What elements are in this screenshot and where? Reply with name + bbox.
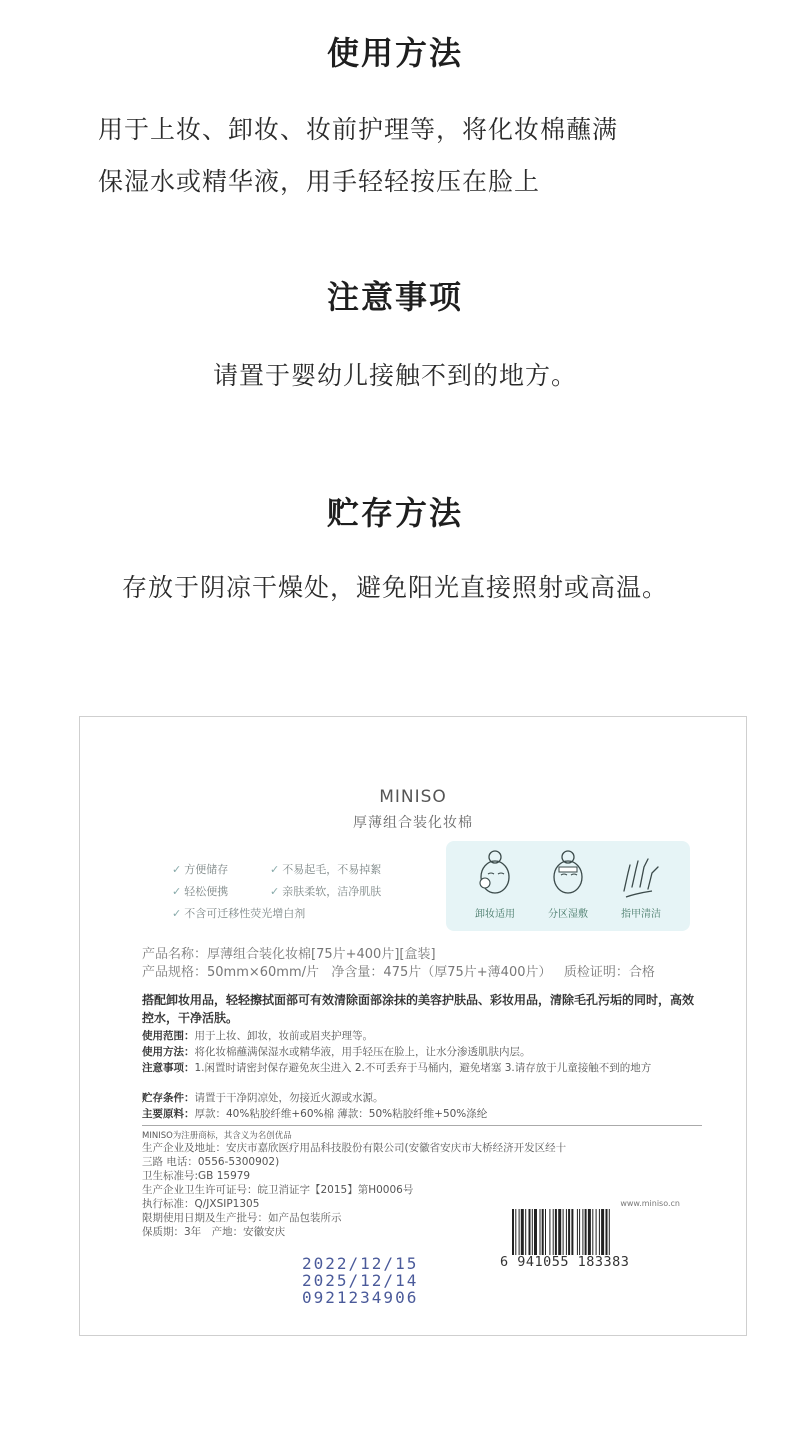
usage-title: 使用方法 <box>326 34 463 72</box>
barcode-bar <box>588 1209 591 1255</box>
barcode-bar <box>606 1209 608 1255</box>
barcode-bar <box>577 1209 578 1255</box>
barcode-bar <box>592 1209 593 1255</box>
storage-text: 存放于阴凉干燥处，避免阳光直接照射或高温。 <box>121 573 668 602</box>
face-mask-icon <box>545 847 591 899</box>
feature-item: ✓ 轻松便携 <box>172 885 229 898</box>
divider <box>142 1125 702 1126</box>
spec-line-size <box>142 961 655 980</box>
use-panel <box>446 841 690 931</box>
stamp-expiry-date: 2025/12/14 <box>302 1271 419 1290</box>
barcode-bar <box>519 1209 520 1255</box>
feature-item: ✓ 亲肤柔软，洁净肌肤 <box>270 885 382 898</box>
material-line: 主要原料：厚款：40%粘胶纤维+60%棉 薄款：50%粘胶纤维+50%涤纶 <box>142 1108 488 1120</box>
usage-text <box>98 104 618 208</box>
barcode-bar <box>596 1209 597 1255</box>
caution-title: 注意事项 <box>326 278 463 316</box>
product-description: 搭配卸妆用品，轻轻擦拭面部可有效清除面部涂抹的美容护肤品、彩妆用品，清除毛孔污垢的同时，高效控水，干净活肤。 <box>142 993 695 1025</box>
barcode-bar <box>553 1209 554 1255</box>
barcode-bar <box>555 1209 557 1255</box>
hygiene-license: 生产企业卫生许可证号：皖卫消证字【2015】第H0006号 <box>142 1184 414 1196</box>
expiry-info: 限期使用日期及生产批号：如产品包装所示 <box>142 1212 342 1224</box>
barcode-bar <box>540 1209 541 1255</box>
feature-item: ✓ 不含可迁移性荧光增白剂 <box>172 907 306 920</box>
barcode-bar <box>525 1209 526 1255</box>
barcode-bar <box>599 1209 600 1255</box>
barcode-bar <box>563 1209 564 1255</box>
barcode-bar <box>542 1209 544 1255</box>
barcode-bar <box>521 1209 524 1255</box>
barcode-bar <box>601 1209 604 1255</box>
barcode-bar <box>582 1209 583 1255</box>
check-icon: ✓ <box>172 907 182 920</box>
maker-line-1: 生产企业及地址：安庆市嘉欣医疗用品科技股份有限公司(安徽省安庆市大桥经济开发区经十 <box>142 1142 567 1154</box>
shelf-life: 保质期：3年 产地：安徽安庆 <box>142 1226 286 1238</box>
barcode-bar <box>545 1209 546 1255</box>
usage-range-line: 使用范围：用于上妆、卸妆，妆前或眉夹护理等。 <box>142 1030 373 1042</box>
usage-line-2: 保湿水或精华液，用手轻轻按压在脸上 <box>98 167 541 196</box>
spec-size: 产品规格：50mm×60mm/片 <box>142 965 320 980</box>
check-icon: ✓ <box>172 863 182 876</box>
barcode-bar <box>515 1209 516 1255</box>
use-label: 卸妆适用 <box>475 909 515 920</box>
use-label: 分区湿敷 <box>548 909 588 920</box>
check-icon: ✓ <box>270 885 280 898</box>
use-item-nail-clean <box>606 847 676 920</box>
package-label-image <box>79 716 747 1336</box>
barcode-number: 6 941055 183383 <box>500 1254 630 1270</box>
barcode-bar <box>532 1209 533 1255</box>
notice-line: 注意事项：1.闲置时请密封保存避免灰尘进入 2.不可丢弃于马桶内，避免堵塞 3.请存放于儿童接触不到的地方 <box>142 1062 652 1074</box>
barcode-bar <box>579 1209 580 1255</box>
barcode-bar <box>529 1209 531 1255</box>
barcode-bar <box>558 1209 561 1255</box>
hand-nail-icon <box>618 847 664 899</box>
use-item-partial-mask <box>533 847 603 920</box>
barcode-bar <box>566 1209 567 1255</box>
caution-text: 请置于婴幼儿接触不到的地方。 <box>212 361 577 390</box>
barcode-bar <box>585 1209 587 1255</box>
feature-item: ✓ 方便储存 <box>172 863 229 876</box>
check-icon: ✓ <box>270 863 280 876</box>
check-icon: ✓ <box>172 885 182 898</box>
storage-condition-line: 贮存条件：请置于干净阴凉处，勿接近火源或水源。 <box>142 1092 384 1104</box>
usage-method-line: 使用方法：将化妆棉蘸满保湿水或精华液，用手轻压在脸上，让水分渗透肌肤内层。 <box>142 1046 531 1058</box>
barcode <box>512 1209 688 1255</box>
spec-quality: 质检证明：合格 <box>563 965 655 980</box>
barcode-bar <box>571 1209 573 1255</box>
stamp-batch-number: 0921234906 <box>302 1288 419 1307</box>
barcode-bar <box>512 1209 514 1255</box>
feature-item: ✓ 不易起毛，不易掉絮 <box>270 863 382 876</box>
barcode-bar <box>568 1209 570 1255</box>
exec-standard: 执行标准：Q/JXSIP1305 <box>142 1198 260 1210</box>
spec-line-name: 产品名称：厚薄组合装化妆棉[75片+400片][盒装] <box>142 947 436 962</box>
website-url: www.miniso.cn <box>620 1199 680 1208</box>
barcode-bar <box>534 1209 537 1255</box>
maker-line-2: 三路 电话：0556-5300902) <box>142 1156 280 1168</box>
product-name: 厚薄组合装化妆棉 <box>353 815 473 831</box>
hygiene-standard: 卫生标准号:GB 15979 <box>142 1170 251 1182</box>
use-item-makeup-removal <box>460 847 530 920</box>
spec-net-content: 净含量：475片（厚75片+薄400片） <box>331 965 552 980</box>
use-label: 指甲清洁 <box>621 909 661 920</box>
brand-logo: MINISO <box>379 787 447 807</box>
stamp-production-date: 2022/12/15 <box>302 1254 419 1273</box>
storage-title: 贮存方法 <box>326 494 463 532</box>
trademark-note: MINISO为注册商标，其含义为名创优品 <box>142 1131 292 1141</box>
barcode-bar <box>549 1209 550 1255</box>
face-wipe-icon <box>472 847 518 899</box>
usage-line-1: 用于上妆、卸妆、妆前护理等，将化妆棉蘸满 <box>98 115 619 144</box>
barcode-bar <box>609 1209 610 1255</box>
